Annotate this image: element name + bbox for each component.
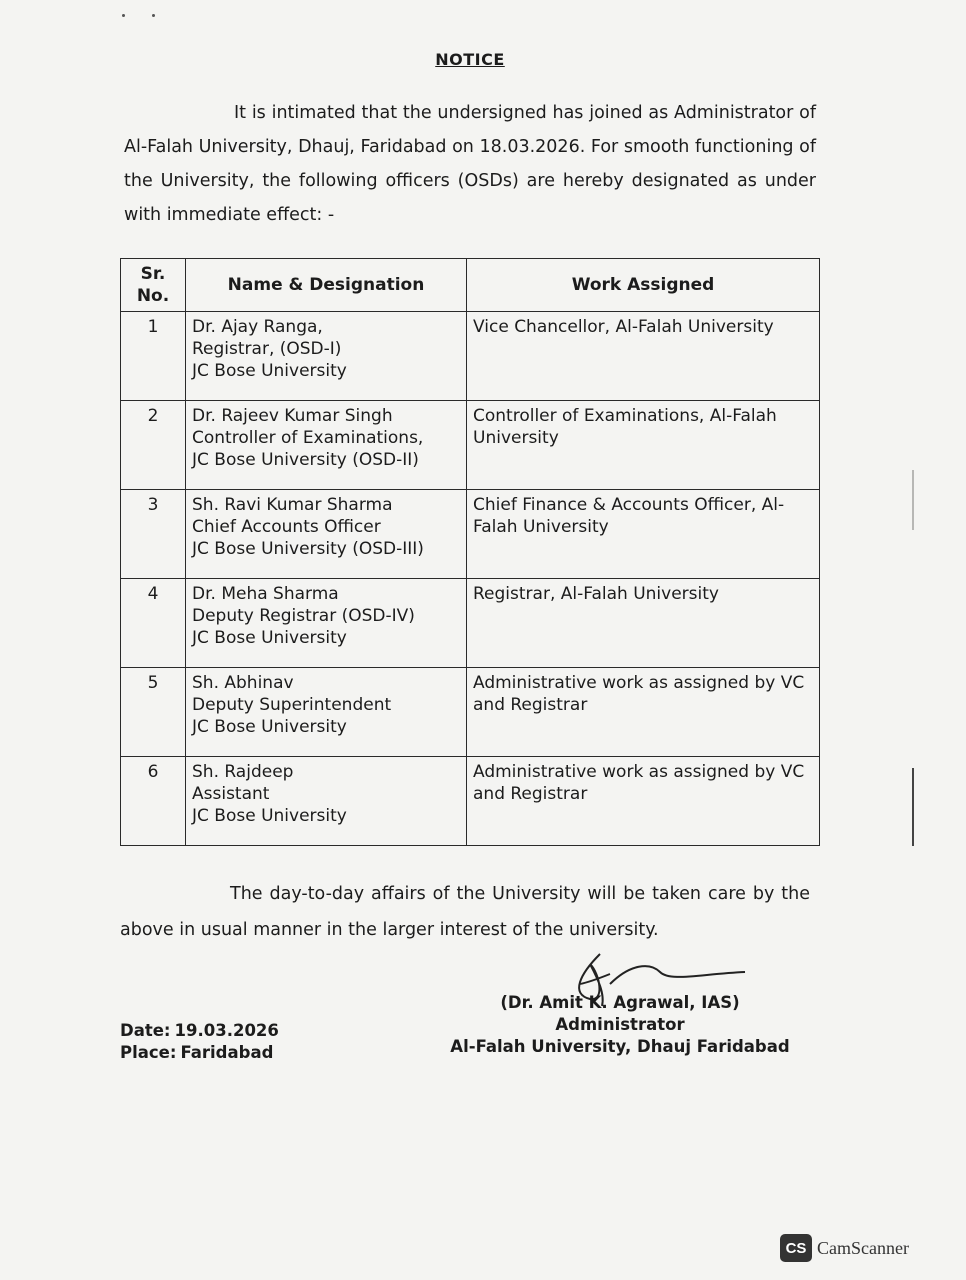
table-header-row: [121, 259, 820, 312]
cell-name: [186, 490, 467, 579]
cell-sr: 5: [121, 668, 186, 757]
signatory-designation: Administrator: [555, 1015, 685, 1034]
cell-sr: 3: [121, 490, 186, 579]
header-sr-no: Sr. No.: [121, 259, 186, 312]
name-line: Sh. Rajdeep: [192, 762, 294, 782]
date-label: Date:: [120, 1021, 171, 1040]
cell-sr: 1: [121, 312, 186, 401]
institution-line: JC Bose University: [192, 806, 347, 826]
name-line: Dr. Ajay Ranga,: [192, 317, 323, 337]
institution-line: JC Bose University (OSD-III): [192, 539, 424, 559]
osd-table: [120, 258, 820, 846]
intro-paragraph: [124, 96, 816, 232]
header-name-designation: Name & Designation: [186, 259, 467, 312]
place-line: [120, 1042, 279, 1064]
table-row: [121, 757, 820, 846]
scan-edge-mark: [912, 470, 914, 530]
cell-work: Vice Chancellor, Al-Falah University: [467, 312, 820, 401]
cell-work: Chief Finance & Accounts Officer, Al-Falah University: [467, 490, 820, 579]
cell-sr: 4: [121, 579, 186, 668]
date-line: [120, 1020, 279, 1042]
date-value: 19.03.2026: [174, 1021, 279, 1040]
cell-name: [186, 757, 467, 846]
institution-line: JC Bose University (OSD-II): [192, 450, 419, 470]
place-value: Faridabad: [180, 1043, 274, 1062]
closing-paragraph: [120, 876, 810, 948]
institution-line: JC Bose University: [192, 361, 347, 381]
institution-line: JC Bose University: [192, 717, 347, 737]
cell-work: Administrative work as assigned by VC and Registrar: [467, 668, 820, 757]
table-row: [121, 668, 820, 757]
table-row: [121, 312, 820, 401]
cell-work: Controller of Examinations, Al-Falah University: [467, 401, 820, 490]
signatory-block: [440, 992, 800, 1058]
institution-line: JC Bose University: [192, 628, 347, 648]
name-line: Dr. Meha Sharma: [192, 584, 339, 604]
camscanner-logo-icon: CS: [780, 1234, 812, 1262]
scan-speck: [122, 14, 125, 17]
notice-title: NOTICE: [435, 50, 505, 69]
signatory-name: (Dr. Amit K. Agrawal, IAS): [500, 993, 740, 1012]
camscanner-label: CamScanner: [817, 1237, 909, 1258]
designation-line: Controller of Examinations,: [192, 428, 424, 448]
camscanner-watermark: [780, 1234, 909, 1262]
signatory-organization: Al-Falah University, Dhauj Faridabad: [450, 1037, 790, 1056]
table-row: [121, 490, 820, 579]
place-label: Place:: [120, 1043, 177, 1062]
table-row: [121, 579, 820, 668]
header-work-assigned: Work Assigned: [467, 259, 820, 312]
name-line: Sh. Ravi Kumar Sharma: [192, 495, 393, 515]
date-place-block: [120, 1020, 279, 1064]
cell-name: [186, 312, 467, 401]
cell-name: [186, 579, 467, 668]
designation-line: Registrar, (OSD-I): [192, 339, 342, 359]
designation-line: Chief Accounts Officer: [192, 517, 381, 537]
scan-edge-mark: [912, 768, 914, 846]
designation-line: Deputy Registrar (OSD-IV): [192, 606, 415, 626]
cell-name: [186, 668, 467, 757]
intro-text: It is intimated that the undersigned has joined as Administrator of Al-Falah University, Dhauj, Faridabad on 18.03.2026. For smooth functioning of the University, the following officers (OSDs) are hereby designated as under with immediate effect: -: [124, 103, 816, 225]
closing-text: The day-to-day affairs of the University will be taken care by the above in usual manner in the larger interest of the university.: [120, 884, 810, 940]
name-line: Sh. Abhinav: [192, 673, 294, 693]
table-row: [121, 401, 820, 490]
designation-line: Assistant: [192, 784, 270, 804]
cell-sr: 2: [121, 401, 186, 490]
cell-name: [186, 401, 467, 490]
designation-line: Deputy Superintendent: [192, 695, 392, 715]
scan-speck: [152, 14, 155, 17]
name-line: Dr. Rajeev Kumar Singh: [192, 406, 393, 426]
cell-sr: 6: [121, 757, 186, 846]
cell-work: Administrative work as assigned by VC and Registrar: [467, 757, 820, 846]
cell-work: Registrar, Al-Falah University: [467, 579, 820, 668]
